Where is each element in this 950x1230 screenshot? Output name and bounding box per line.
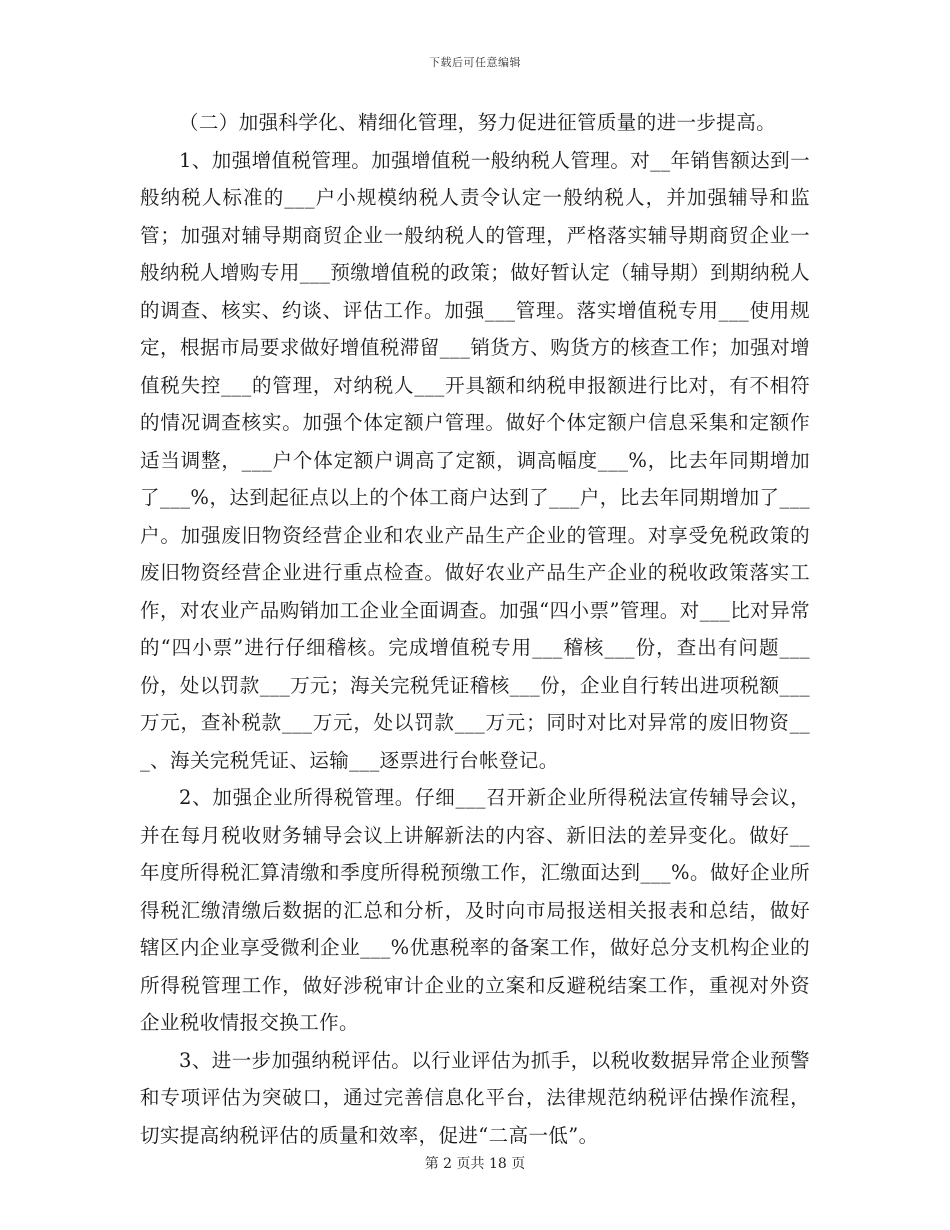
header-note: 下载后可任意编辑 bbox=[429, 56, 521, 69]
page-number: 第 2 页共 18 页 bbox=[424, 1156, 526, 1172]
income-tax-paragraph: 2、加强企业所得税管理。仔细___召开新企业所得税法宣传辅导会议，并在每月税收财务辅导会议上讲解新法的内容、新旧法的差异变化。做好__年度所得税汇算清缴和季度所得税预缴工作，汇缴面达到___%。做好企业所得税汇缴清缴后数据的汇总和分析，及时向市局报送相关报表和总结，做好辖区内企业享受微利企业___%优惠税率的备案工作，做好总分支机构企业的所得税管理工作，做好涉税审计企业的立案和反避税结案工作，重视对外资企业税收情报交换工作。 bbox=[140, 786, 810, 1034]
section-heading-paragraph: （二）加强科学化、精细化管理，努力促进征管质量的进一步提高。 bbox=[179, 111, 777, 134]
document-body bbox=[140, 104, 810, 1154]
vat-management-paragraph: 1、加强增值税管理。加强增值税一般纳税人管理。对__年销售额达到一般纳税人标准的___户小规模纳税人责令认定一般纳税人，并加强辅导和监管；加强对辅导期商贸企业一般纳税人的管理，严格落实辅导期商贸企业一般纳税人增购专用___预缴增值税的政策；做好暂认定（辅导期）到期纳税人的调查、核实、约谈、评估工作。加强___管理。落实增值税专用___使用规定，根据市局要求做好增值税滞留___销货方、购货方的核查工作；加强对增值税失控___的管理，对纳税人___开具额和纳税申报额进行比对，有不相符的情况调查核实。加强个体定额户管理。做好个体定额户信息采集和定额作适当调整，___户个体定额户调高了定额，调高幅度___%，比去年同期增加了___%，达到起征点以上的个体工商户达到了___户，比去年同期增加了___户。加强废旧物资经营企业和农业产品生产企业的管理。对享受免税政策的废旧物资经营企业进行重点检查。做好农业产品生产企业的税收政策落实工作，对农业产品购销加工企业全面调查。加强“四小票”管理。对___比对异常的“四小票”进行仔细稽核。完成增值税专用___稽核___份，查出有问题___份，处以罚款___万元；海关完税凭证稽核___份，企业自行转出进项税额___万元，查补税款___万元，处以罚款___万元；同时对比对异常的废旧物资___、海关完税凭证、运输___逐票进行台帐登记。 bbox=[140, 148, 810, 772]
tax-assessment-paragraph: 3、进一步加强纳税评估。以行业评估为抓手，以税收数据异常企业预警和专项评估为突破口，通过完善信息化平台，法律规范纳税评估操作流程，切实提高纳税评估的质量和效率，促进“二高一低”。 bbox=[140, 1048, 810, 1147]
